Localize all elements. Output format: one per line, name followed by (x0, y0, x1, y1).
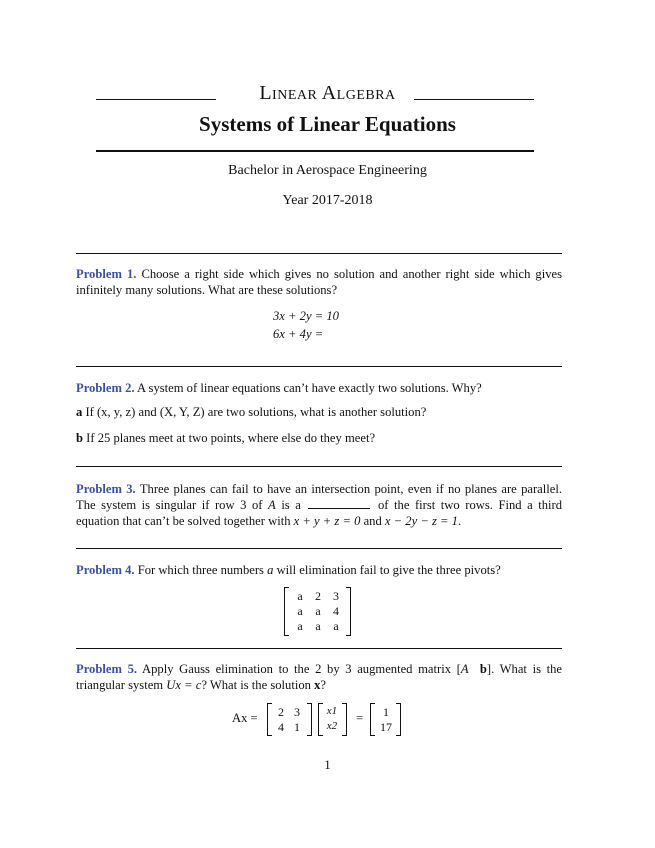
matrix-cell: 1 (294, 720, 300, 734)
part-tag: a (76, 405, 83, 419)
lhs-label: Ax = (232, 711, 258, 725)
problem-label: Problem 5. (76, 662, 138, 676)
period: . (457, 514, 462, 528)
problem-body: ? What is the solution (201, 678, 311, 692)
divider (76, 366, 562, 367)
problem-3-text (76, 481, 562, 529)
problem-label: Problem 1. (76, 267, 137, 281)
left-bracket (370, 703, 375, 736)
matrix-cell: a (297, 604, 303, 618)
problem-2-text (76, 380, 562, 396)
matrix-cell: 2 (315, 589, 321, 603)
program-name: Bachelor in Aerospace Engineering (228, 163, 427, 178)
problem-body: Three planes can fail to have an intersection point, even if no planes are parallel. The system is singular if row 3 of (76, 482, 562, 512)
solution-var: x (314, 678, 321, 692)
problem-1-text (76, 266, 562, 298)
divider (76, 648, 562, 649)
matrix-cell: 4 (278, 720, 284, 734)
problem-label: Problem 3. (76, 482, 136, 496)
problem-body: A system of linear equations can’t have exactly two solutions. Why? (137, 381, 482, 395)
vector-cell: 1 (383, 705, 389, 719)
matrix-cell: 2 (278, 705, 284, 719)
page-number: 1 (324, 757, 331, 772)
part-tag: b (76, 431, 84, 445)
academic-year: Year 2017-2018 (282, 193, 373, 208)
matrix-cell: a (315, 619, 321, 633)
divider (76, 466, 562, 467)
vector-x (318, 703, 348, 737)
vector-cell: x1 (326, 705, 338, 717)
matrix-A (267, 703, 313, 737)
problem-body: and (363, 514, 382, 528)
problem-body: Apply Gauss elimination to the 2 by 3 augmented matrix [ (142, 662, 461, 676)
problem-4-text (76, 562, 562, 578)
problem-body: ]. What is the triangular system (76, 662, 563, 692)
problem-2-part-a (76, 404, 562, 420)
divider (76, 253, 562, 254)
problem-body: is a (281, 498, 301, 512)
fill-in-blank (308, 507, 370, 509)
matrix-cell: a (333, 619, 339, 633)
equation-2: 6x + 4y = (273, 327, 324, 341)
aug-b: b (479, 662, 487, 676)
matrix-name: A (268, 498, 276, 512)
matrix-cell: 3 (294, 705, 300, 719)
triangular-eq: Ux = c (166, 678, 202, 692)
part-text: If (x, y, z) and (X, Y, Z) are two solutions, what is another solution? (85, 405, 427, 419)
part-text: If 25 planes meet at two points, where else do they meet? (86, 431, 376, 445)
problem-2-part-b (76, 430, 562, 446)
title-rule (96, 150, 534, 152)
problem-body: of the first two rows. Find a third equation that can’t be solved together with (76, 498, 563, 528)
vector-cell: 17 (380, 720, 392, 734)
matrix-cell: a (297, 589, 303, 603)
aug-A: A (460, 662, 469, 676)
equals-sign: = (356, 711, 364, 725)
matrix-cell: 3 (333, 589, 339, 603)
right-bracket (342, 703, 347, 736)
left-bracket (284, 587, 289, 636)
problem-5-text (76, 661, 562, 693)
problem-body: For which three numbers (137, 563, 264, 577)
equation-b: x − 2y − z = 1 (384, 514, 458, 528)
divider (76, 548, 562, 549)
matrix-3x3 (284, 587, 352, 637)
matrix-cell: a (297, 619, 303, 633)
variable-a: a (267, 563, 274, 577)
equation-a: x + y + z = 0 (293, 514, 361, 528)
problem-label: Problem 4. (76, 563, 135, 577)
left-bracket (267, 703, 272, 736)
vector-rhs (370, 703, 402, 737)
page-title: Systems of Linear Equations (199, 112, 456, 136)
course-title: Linear Algebra (259, 82, 396, 104)
right-bracket (346, 587, 351, 636)
right-bracket (307, 703, 312, 736)
problem-body: Choose a right side which gives no solution and another right side which gives infinitely many solutions. What are these solutions? (76, 267, 563, 297)
problem-label: Problem 2. (76, 381, 135, 395)
vector-cell: x2 (326, 720, 338, 732)
matrix-cell: a (315, 604, 321, 618)
right-bracket (396, 703, 401, 736)
matrix-cell: 4 (333, 604, 339, 618)
problem-body: will elimination fail to give the three pivots? (276, 563, 501, 577)
problem-body: ? (320, 678, 326, 692)
equation-1: 3x + 2y = 10 (273, 309, 339, 323)
